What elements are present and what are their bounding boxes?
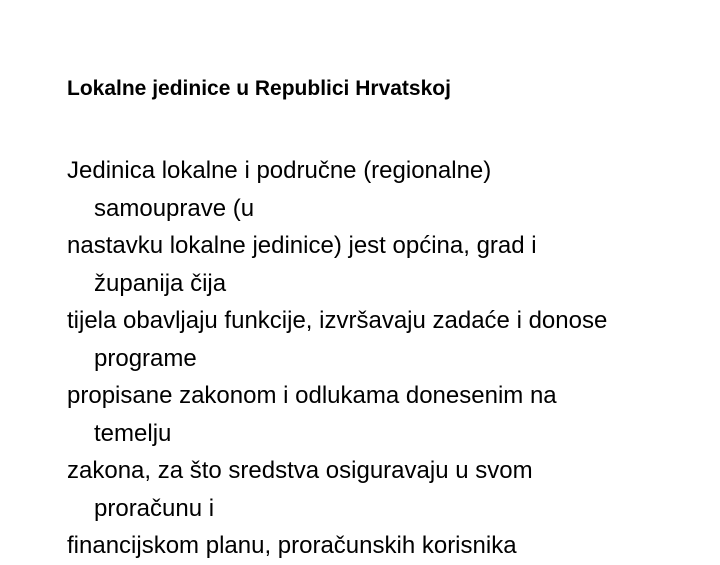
body-line: zakona, za što sredstva osiguravaju u svom <box>67 457 533 484</box>
body-line-continuation: programe <box>94 344 197 372</box>
body-line: nastavku lokalne jedinice) jest općina, grad i <box>67 232 537 259</box>
body-line-continuation: temelju <box>94 419 172 447</box>
body-line: propisane zakonom i odlukama donesenim na <box>67 382 557 409</box>
body-line: tijela obavljaju funkcije, izvršavaju zadaće i donose <box>67 307 608 334</box>
body-line-continuation: samouprave (u <box>94 194 255 222</box>
body-line-continuation: županija čija <box>94 269 227 297</box>
body-line: Jedinica lokalne i područne (regionalne) <box>67 157 492 184</box>
body-line-continuation: proračunu i <box>94 494 215 522</box>
body-line: financijskom planu, proračunskih korisnika <box>67 532 517 559</box>
slide-title: Lokalne jedinice u Republici Hrvatskoj <box>67 77 451 100</box>
slide-body-text <box>67 152 607 565</box>
